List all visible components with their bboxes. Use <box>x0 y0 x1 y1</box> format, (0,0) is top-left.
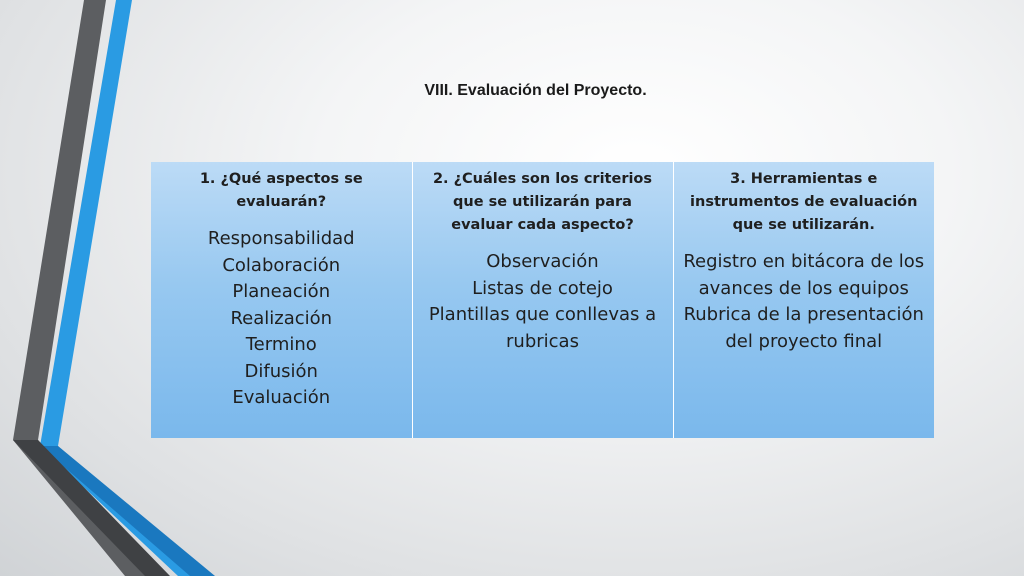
list-item: Responsabilidad <box>207 228 355 249</box>
list-item: Colaboración <box>222 254 341 276</box>
column-items <box>421 249 665 355</box>
list-item: Registro en bitácora de los <box>683 251 925 272</box>
evaluation-table <box>151 162 934 438</box>
list-item: del proyecto final <box>725 330 883 352</box>
dark-gray-stripe <box>13 440 170 576</box>
column-header: 3. Herramientas e instrumentos de evaluación que se utilizarán. <box>690 171 918 233</box>
list-item: Planeación <box>232 281 331 302</box>
list-item: Termino <box>245 334 317 355</box>
list-item: Evaluación <box>232 387 331 408</box>
column-tools <box>673 162 934 438</box>
list-item: Listas de cotejo <box>472 277 613 299</box>
column-header: 1. ¿Qué aspectos se evaluarán? <box>199 171 363 210</box>
column-items <box>159 226 404 412</box>
list-item: Difusión <box>244 360 318 382</box>
list-item: Rubrica de la presentación <box>683 304 924 325</box>
list-item: avances de los equipos <box>698 277 909 299</box>
list-item: Plantillas que conllevas a <box>428 304 657 325</box>
list-item: Observación <box>486 251 599 272</box>
page-title: VIII. Evaluación del Proyecto. <box>424 82 647 99</box>
column-criteria <box>412 162 673 438</box>
column-header: 2. ¿Cuáles son los criterios que se utilizarán para evaluar cada aspecto? <box>432 171 653 233</box>
column-aspects <box>151 162 412 438</box>
list-item: Realización <box>230 307 333 329</box>
column-items <box>682 249 927 355</box>
list-item: rubricas <box>506 330 579 352</box>
